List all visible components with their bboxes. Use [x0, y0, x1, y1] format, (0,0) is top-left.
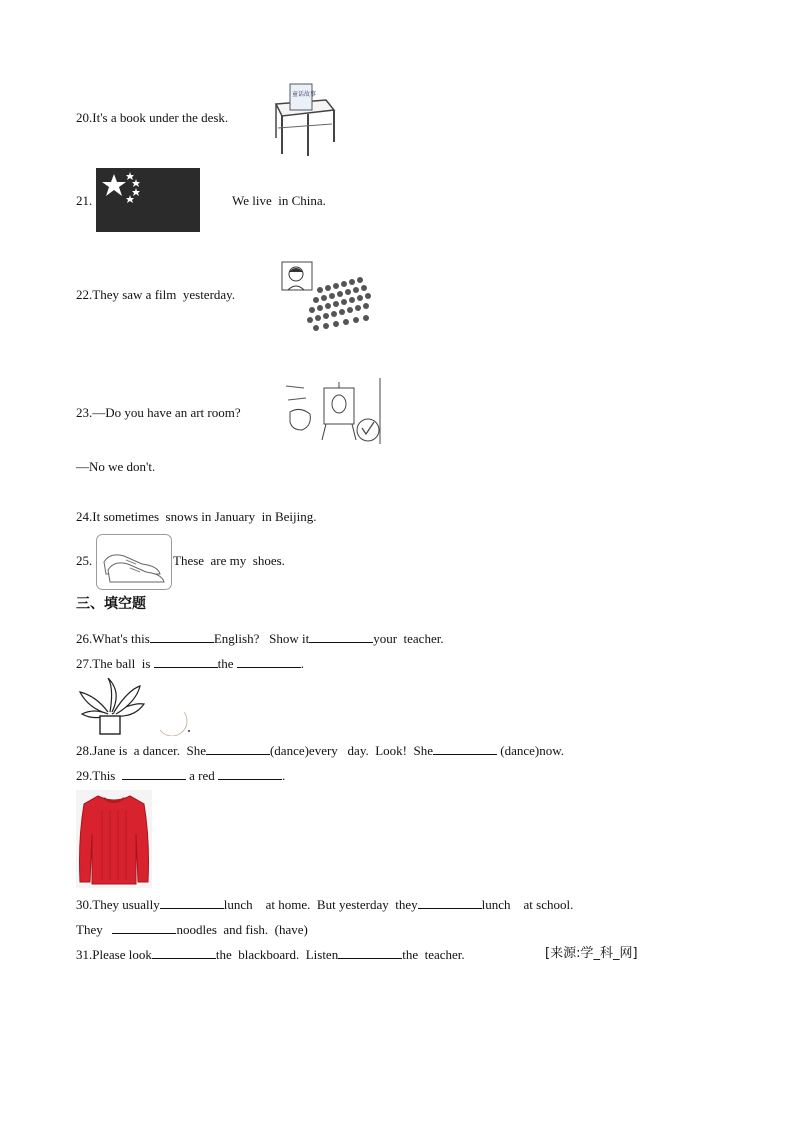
question-30: 30.They usually lunch at home. But yesterday they lunch at school. — [76, 897, 574, 912]
question-23-answer: —No we don't. — [76, 459, 156, 474]
art-room-image — [284, 378, 382, 444]
answer-blank[interactable] — [122, 767, 186, 780]
answer-blank[interactable] — [154, 655, 218, 668]
potted-plant-image — [78, 678, 146, 736]
question-23: 23.—Do you have an art room? — [76, 405, 241, 420]
question-25-number: 25. — [76, 553, 93, 568]
answer-blank[interactable] — [112, 921, 176, 934]
question-21-text: We live in China. — [232, 193, 326, 208]
answer-blank[interactable] — [152, 946, 216, 959]
question-29: 29.This a red . — [76, 768, 286, 783]
answer-blank[interactable] — [160, 896, 224, 909]
question-31: 31.Please look the blackboard. Listen the teacher. — [76, 947, 465, 962]
red-sweater-image — [76, 790, 152, 888]
answer-blank[interactable] — [309, 630, 373, 643]
book-cover-text: 童话故事 — [292, 91, 317, 98]
shoes-image — [96, 534, 172, 590]
answer-blank[interactable] — [218, 767, 282, 780]
ball-image — [150, 700, 192, 736]
question-26: 26.What's this English? Show it your teacher. — [76, 631, 444, 646]
question-24: 24.It sometimes snows in January in Beijing. — [76, 509, 317, 524]
cinema-image — [280, 260, 374, 334]
answer-blank[interactable] — [433, 742, 497, 755]
answer-blank[interactable] — [150, 630, 214, 643]
section-title: 三、填空题 — [76, 596, 146, 612]
desk-with-book-image — [268, 80, 336, 158]
question-25-text: These are my shoes. — [173, 553, 285, 568]
question-28: 28.Jane is a dancer. She (dance)every day. Look! She (dance)now. — [76, 743, 565, 758]
china-flag-image — [96, 168, 200, 232]
check-mark-icon — [362, 422, 374, 434]
answer-blank[interactable] — [237, 655, 301, 668]
question-22: 22.They saw a film yesterday. — [76, 287, 236, 302]
question-21-number: 21. — [76, 193, 93, 208]
answer-blank[interactable] — [206, 742, 270, 755]
source-tag: [来源:学_科_网] — [545, 946, 638, 961]
answer-blank[interactable] — [338, 946, 402, 959]
answer-blank[interactable] — [418, 896, 482, 909]
question-30-line-2: They noodles and fish. (have) — [76, 922, 308, 937]
question-20: 20.It's a book under the desk. — [76, 110, 229, 125]
question-27: 27.The ball is the . — [76, 656, 305, 671]
